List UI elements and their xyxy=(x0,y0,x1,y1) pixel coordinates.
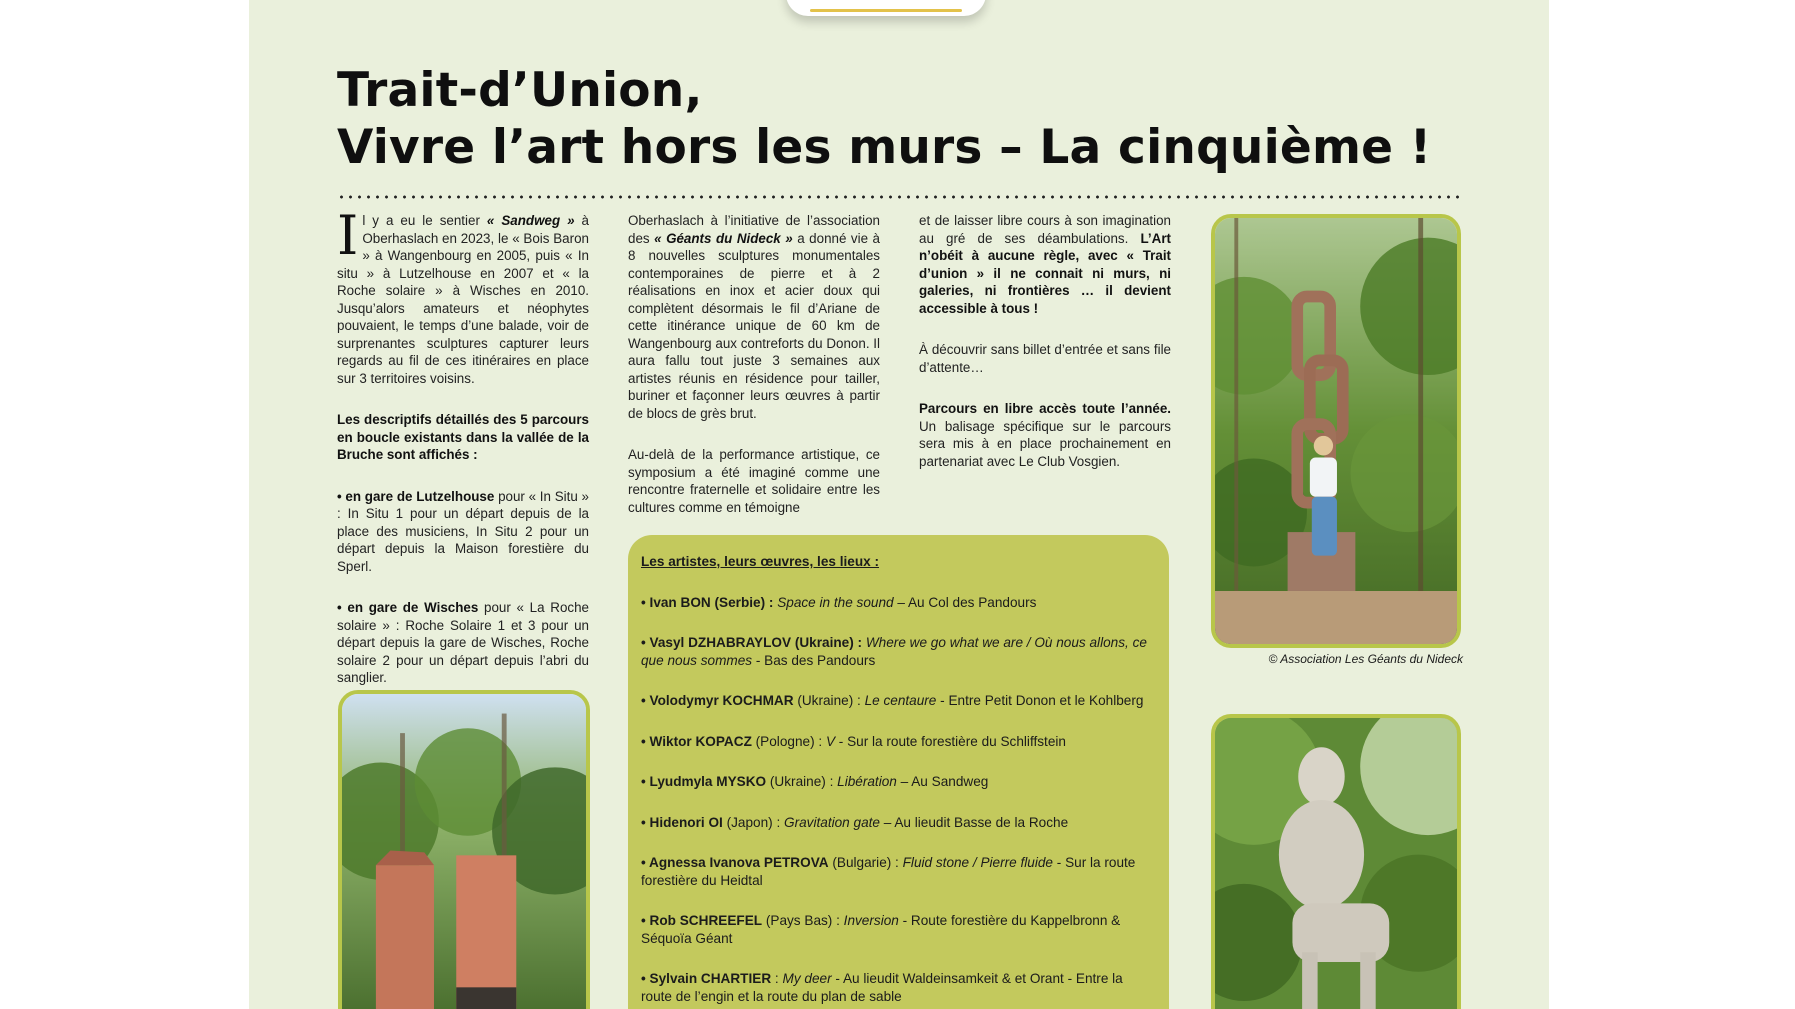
acces-text: Un balisage spécifique sur le parcours sera mis à en place prochainement en partenariat avec Le Club Vosgien. xyxy=(919,418,1171,469)
artwork-place: – Au Col des Pandours xyxy=(893,594,1037,610)
text-column-2 xyxy=(628,212,880,516)
photo-credit: © Association Les Géants du Nideck xyxy=(1268,652,1463,666)
acces-heading: Parcours en libre accès toute l’année. xyxy=(919,401,1171,416)
artists-heading: Les artistes, leurs œuvres, les lieux : xyxy=(641,554,879,569)
intro-sandweg: « Sandweg » xyxy=(486,213,575,228)
artwork-title: Space in the sound xyxy=(777,594,894,610)
title-line-2: Vivre l’art hors les murs – La cinquième ! xyxy=(337,120,1432,175)
artwork-title: Fluid stone / Pierre fluide xyxy=(902,855,1053,870)
artwork-place: - Au lieudit Waldeinsamkeit & et Orant - Entre la route de l’engin et la route du plan de sable xyxy=(641,971,1123,1004)
artwork-title: Inversion xyxy=(843,913,899,928)
artist-name: • Lyudmyla MYSKO xyxy=(641,774,767,789)
artist-item xyxy=(641,634,1157,669)
billet-paragraph: À découvrir sans billet d’entrée et sans file d’attente… xyxy=(919,342,1171,375)
acces-paragraph xyxy=(919,400,1171,470)
lutzelhouse-text: pour « In Situ » : In Situ 1 pour un départ depuis de la place des musiciens, In Situ 2 pour un départ depuis la Maison forestière du Sperl. xyxy=(337,488,589,574)
artwork-title: V xyxy=(825,733,836,749)
photo-stone-columns xyxy=(338,690,590,1009)
photo-chain-sculpture xyxy=(1211,214,1461,648)
artist-name: • Agnessa Ivanova PETROVA xyxy=(641,855,829,870)
artist-country: (Bulgarie) : xyxy=(828,855,903,870)
lutzelhouse-label: • en gare de Lutzelhouse xyxy=(337,488,495,504)
artwork-place: - Sur la route forestière du Heidtal xyxy=(641,855,1136,888)
top-tab-decoration xyxy=(786,0,986,16)
title-line-1: Trait-d’Union, xyxy=(337,63,703,118)
intro-text-a: l y a eu le sentier xyxy=(362,213,487,228)
symposium-text-c: a donné vie à 8 nouvelles sculptures monumentales contemporaines de pierre et à 2 réalisations en inox et acier doux qui complètent désormais le fil d’Ariane de cette itinérance unique de 60 km de Wangenbourg aux contreforts du Donon. Il aura fallu tout juste 3 semaines aux artistes réunis en résidence pour tailler, buriner et façonner leurs œuvres à partir de blocs de grès brut. xyxy=(628,230,881,421)
imagination-paragraph xyxy=(919,212,1171,317)
artist-country: (Ukraine) : xyxy=(766,774,838,789)
symposium-paragraph xyxy=(628,212,880,422)
intro-text-c: à Oberhaslach en 2023, le « Bois Baron » à Wangenbourg en 2005, puis « In situ » à Lutzelhouse en 2007 et « la Roche solaire » à Wisches en 2010. Jusqu’alors amateurs et néophytes pouvaient, le temps d’une balade, voir de surprenantes sculptures capturer leurs regards au fil de ces itinéraires en place sur 3 territoires voisins. xyxy=(337,213,589,386)
artist-name: • Volodymyr KOCHMAR xyxy=(641,693,794,708)
wisches-paragraph xyxy=(337,599,589,687)
artist-item xyxy=(641,814,1157,832)
magazine-page xyxy=(249,0,1549,1009)
artist-name: • Sylvain CHARTIER xyxy=(641,971,772,986)
parcours-heading-text: Les descriptifs détaillés des 5 parcours en boucle existants dans la vallée de la Bruche sont affichés : xyxy=(337,412,589,462)
artist-item xyxy=(641,594,1157,612)
artwork-title: Where we go what we are / Où nous allons, ce que nous sommes xyxy=(641,635,1147,668)
art-rule-text: L’Art n’obéit à aucune règle, avec « Trait d’union » il ne connait ni murs, ni galeries, ni frontières … il devient accessible à tous ! xyxy=(919,230,1171,316)
article-title xyxy=(337,62,1437,176)
artist-item xyxy=(641,854,1157,889)
artist-item xyxy=(641,970,1157,1005)
artwork-title: Le centaure xyxy=(864,693,937,708)
imagination-text: et de laisser libre cours à son imagination au gré de ses déambulations. xyxy=(919,213,1171,246)
chain-sculpture-illustration xyxy=(1215,218,1457,644)
drop-cap: I xyxy=(337,204,359,267)
text-column-1 xyxy=(337,204,589,687)
artwork-title: Gravitation gate xyxy=(784,814,880,830)
artist-name: • Rob SCHREEFEL xyxy=(641,913,763,928)
dotted-divider xyxy=(337,195,1463,199)
geants-nideck-name: « Géants du Nideck » xyxy=(654,230,793,246)
intro-paragraph xyxy=(337,204,589,387)
lutzelhouse-paragraph xyxy=(337,488,589,576)
centaur-sculpture-illustration xyxy=(1215,718,1457,1009)
artist-name: • Wiktor KOPACZ xyxy=(641,733,752,749)
artwork-place: – Au Sandweg xyxy=(896,774,989,789)
artwork-place: - Route forestière du Kappelbronn & Séquoïa Géant xyxy=(641,913,1121,946)
artist-name: • Vasyl DZHABRAYLOV (Ukraine) : xyxy=(641,635,863,650)
artist-country: (Ukraine) : xyxy=(793,693,865,708)
artwork-title: Libération xyxy=(837,774,897,789)
artwork-place: – Au lieudit Basse de la Roche xyxy=(879,814,1069,830)
artists-box xyxy=(628,535,1169,1009)
artist-item xyxy=(641,692,1157,710)
artist-name: • Ivan BON (Serbie) : xyxy=(641,594,774,610)
text-column-3 xyxy=(919,212,1171,470)
artist-name: • Hidenori OI xyxy=(641,814,723,830)
artist-item xyxy=(641,912,1157,947)
symposium-text-a: Oberhaslach à l’initiative de l’association des xyxy=(628,213,880,246)
artist-item xyxy=(641,733,1157,751)
artist-country: (Pays Bas) : xyxy=(762,913,844,928)
artist-country: (Pologne) : xyxy=(751,733,826,749)
artwork-title: My deer xyxy=(782,971,832,986)
photo-centaur-sculpture xyxy=(1211,714,1461,1009)
artist-country: : xyxy=(771,971,783,986)
artist-item xyxy=(641,773,1157,791)
wisches-label: • en gare de Wisches xyxy=(337,600,479,615)
performance-paragraph: Au-delà de la performance artistique, ce symposium a été imaginé comme une rencontre fraternelle et solidaire entre les cultures comme en témoigne xyxy=(628,447,880,515)
artwork-place: - Entre Petit Donon et le Kohlberg xyxy=(936,693,1144,708)
artwork-place: - Sur la route forestière du Schliffstein xyxy=(835,733,1066,749)
artist-country: (Japon) : xyxy=(722,814,784,830)
parcours-heading xyxy=(337,411,589,464)
artwork-place: - Bas des Pandours xyxy=(752,652,876,668)
stone-columns-illustration xyxy=(342,694,586,1009)
wisches-text: pour « La Roche solaire » : Roche Solaire 1 et 3 pour un départ depuis la gare de Wisches, Roche solaire 2 pour un départ depuis l’abri du sanglier. xyxy=(337,600,589,685)
